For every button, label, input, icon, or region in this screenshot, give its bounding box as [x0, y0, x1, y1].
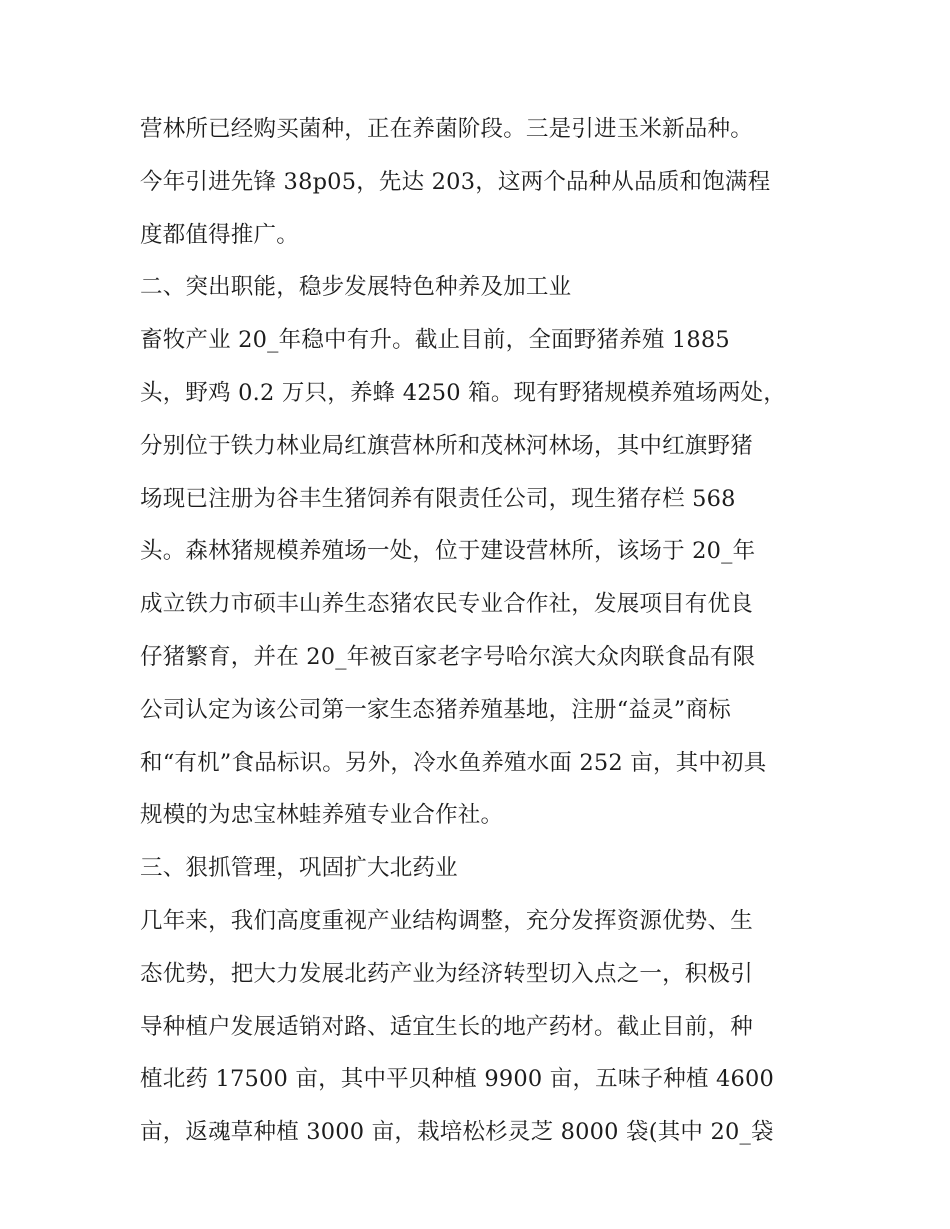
text-line: 营林所已经购买菌种，正在养菌阶段。三是引进玉米新品种。 — [140, 116, 753, 142]
text-line: 场现已注册为谷丰生猪饲养有限责任公司，现生猪存栏 568 — [140, 485, 736, 512]
text-line: 导种植户发展适销对路、适宜生长的地产药材。截止目前，种 — [140, 1013, 753, 1040]
text-line: 规模的为忠宝林蛙养殖专业合作社。 — [140, 802, 504, 829]
text-line: 和“有机”食品标识。另外，冷水鱼养殖水面 252 亩，其中初具 — [140, 749, 767, 776]
text-line: 植北药 17500 亩，其中平贝种植 9900 亩，五味子种植 4600 — [140, 1066, 775, 1093]
section-heading: 二、突出职能，稳步发展特色种养及加工业 — [140, 274, 572, 301]
text-line: 仔猪繁育，并在 20_年被百家老字号哈尔滨大众肉联食品有限 — [140, 643, 756, 670]
text-line: 畜牧产业 20_年稳中有升。截止目前，全面野猪养殖 1885 — [140, 327, 730, 354]
text-line: 成立铁力市硕丰山养生态猪农民专业合作社，发展项目有优良 — [140, 591, 753, 618]
section-heading: 三、狠抓管理，巩固扩大北药业 — [140, 855, 458, 882]
text-line: 今年引进先锋 38p05，先达 203，这两个品种从品质和饱满程 — [140, 168, 771, 195]
text-line: 亩，返魂草种植 3000 亩，栽培松杉灵芝 8000 袋(其中 20_袋 — [140, 1119, 774, 1146]
text-line: 度都值得推广。 — [140, 221, 299, 248]
text-line: 分别位于铁力林业局红旗营林所和茂林河林场，其中红旗野猪 — [140, 432, 753, 459]
text-line: 头。森林猪规模养殖场一处，位于建设营林所，该场于 20_年 — [140, 538, 756, 565]
text-line: 态优势，把大力发展北药产业为经济转型切入点之一，积极引 — [140, 960, 753, 987]
text-body — [140, 103, 820, 1159]
text-line: 公司认定为该公司第一家生态猪养殖基地，注册“益灵”商标 — [140, 696, 731, 723]
text-line: 几年来，我们高度重视产业结构调整，充分发挥资源优势、生 — [140, 907, 753, 934]
text-line: 头，野鸡 0.2 万只，养蜂 4250 箱。现有野猪规模养殖场两处， — [140, 379, 786, 406]
